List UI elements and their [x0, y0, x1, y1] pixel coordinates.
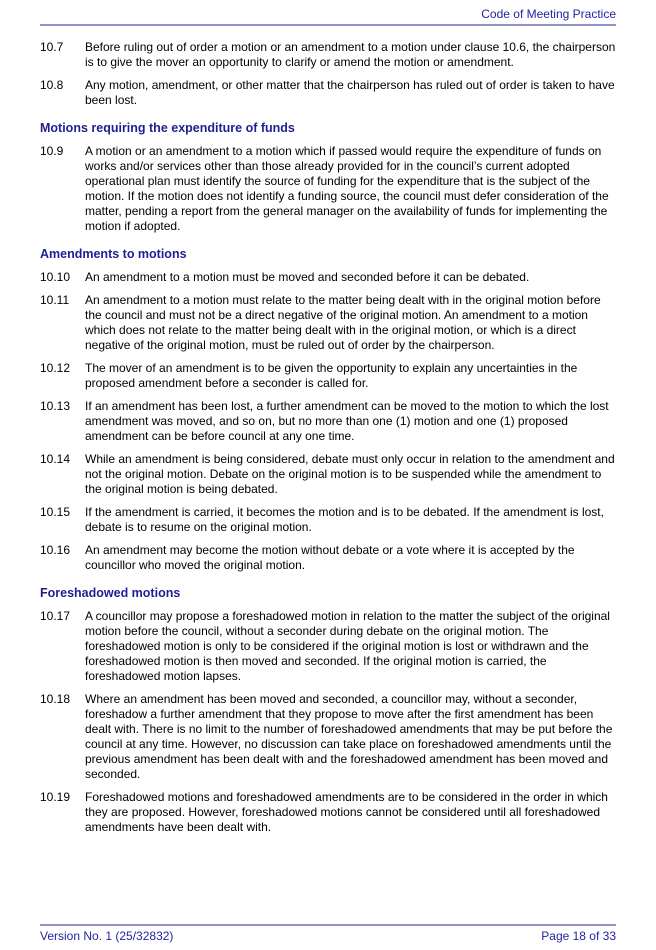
clause [40, 609, 616, 684]
clause-number: 10.9 [40, 144, 64, 158]
document-footer [40, 924, 616, 944]
clause-number: 10.17 [40, 609, 71, 623]
clause-number: 10.10 [40, 270, 71, 284]
document-title: Code of Meeting Practice [481, 7, 616, 21]
clause [40, 144, 616, 234]
clause [40, 452, 616, 497]
clause-number: 10.7 [40, 40, 64, 54]
clause [40, 270, 616, 285]
clause [40, 40, 616, 70]
clause [40, 543, 616, 573]
clause-text: The mover of an amendment is to be given the opportunity to explain any uncertainties in the proposed amendment before a seconder is called for. [85, 361, 578, 390]
clause-text: If the amendment is carried, it becomes the motion and is to be debated. If the amendment is lost, debate is to resume on the original motion. [85, 505, 604, 534]
clause-text: Foreshadowed motions and foreshadowed amendments are to be considered in the order in which they are proposed. However, foreshadowed motions cannot be considered until all foreshadowed amendments have been dealt with. [85, 790, 608, 834]
clause-text: An amendment to a motion must relate to the matter being dealt with in the original motion before the council and must not be a direct negative of the original motion. An amendment to a motion which does not relate to the matter being dealt with in the original motion, or which is a direct negative of the original motion, must be ruled out of order by the chairperson. [85, 293, 601, 352]
clause-text: Where an amendment has been moved and seconded, a councillor may, without a seconder, foreshadow a further amendment that they propose to move after the first amendment has been dealt with. There is no limit to the number of foreshadowed amendments that may be put before the council at any time. However, no discussion can take place on foreshadowed amendments until the previous amendment has been dealt with and the foreshadowed amendment has been moved and seconded. [85, 692, 613, 781]
clause [40, 361, 616, 391]
footer-version: Version No. 1 (25/32832) [40, 929, 174, 943]
clause-number: 10.18 [40, 692, 71, 706]
clause-number: 10.12 [40, 361, 71, 375]
clause [40, 692, 616, 782]
clause-number: 10.8 [40, 78, 64, 92]
clause-text: A motion or an amendment to a motion which if passed would require the expenditure of funds on works and/or services other than those already provided for in the council’s current adopted operational plan must identify the source of funding for the expenditure that is the subject of the motion. If the motion does not identify a funding source, the council must defer consideration of the matter, pending a report from the general manager on the availability of funds for implementing the motion if adopted. [85, 144, 609, 233]
clause-text: An amendment to a motion must be moved and seconded before it can be debated. [85, 270, 530, 284]
document-header [40, 0, 616, 26]
clause-number: 10.16 [40, 543, 71, 557]
footer-page-number: Page 18 of 33 [541, 929, 616, 943]
clause-number: 10.14 [40, 452, 71, 466]
clause [40, 399, 616, 444]
document-body [40, 26, 616, 835]
clause-number: 10.15 [40, 505, 71, 519]
clause-text: While an amendment is being considered, debate must only occur in relation to the amendment and not the original motion. Debate on the original motion is to be suspended while the amendment to the original motion is being debated. [85, 452, 615, 496]
clause [40, 790, 616, 835]
section-heading: Motions requiring the expenditure of funds [40, 121, 295, 135]
clause-number: 10.11 [40, 293, 70, 307]
clause-text: An amendment may become the motion without debate or a vote where it is accepted by the councillor who moved the original motion. [85, 543, 575, 572]
clause-text: Any motion, amendment, or other matter that the chairperson has ruled out of order is taken to have been lost. [85, 78, 615, 107]
clause-number: 10.13 [40, 399, 71, 413]
section-heading: Foreshadowed motions [40, 586, 181, 600]
clause-text: If an amendment has been lost, a further amendment can be moved to the motion to which the lost amendment was moved, and so on, but no more than one (1) motion and one (1) proposed amendment can be before council at any one time. [85, 399, 609, 443]
clause-number: 10.19 [40, 790, 71, 804]
clause [40, 78, 616, 108]
section-heading: Amendments to motions [40, 247, 187, 261]
clause-text: A councillor may propose a foreshadowed motion in relation to the matter the subject of the original motion before the council, without a seconder during debate on the original motion. The foreshadowed motion is only to be considered if the original motion is lost or withdrawn and the foreshadowed motion is then moved and seconded. If the original motion is carried, the foreshadowed motion lapses. [85, 609, 610, 683]
clause [40, 505, 616, 535]
clause-text: Before ruling out of order a motion or an amendment to a motion under clause 10.6, the chairperson is to give the mover an opportunity to clarify or amend the motion or amendment. [85, 40, 616, 69]
clause [40, 293, 616, 353]
